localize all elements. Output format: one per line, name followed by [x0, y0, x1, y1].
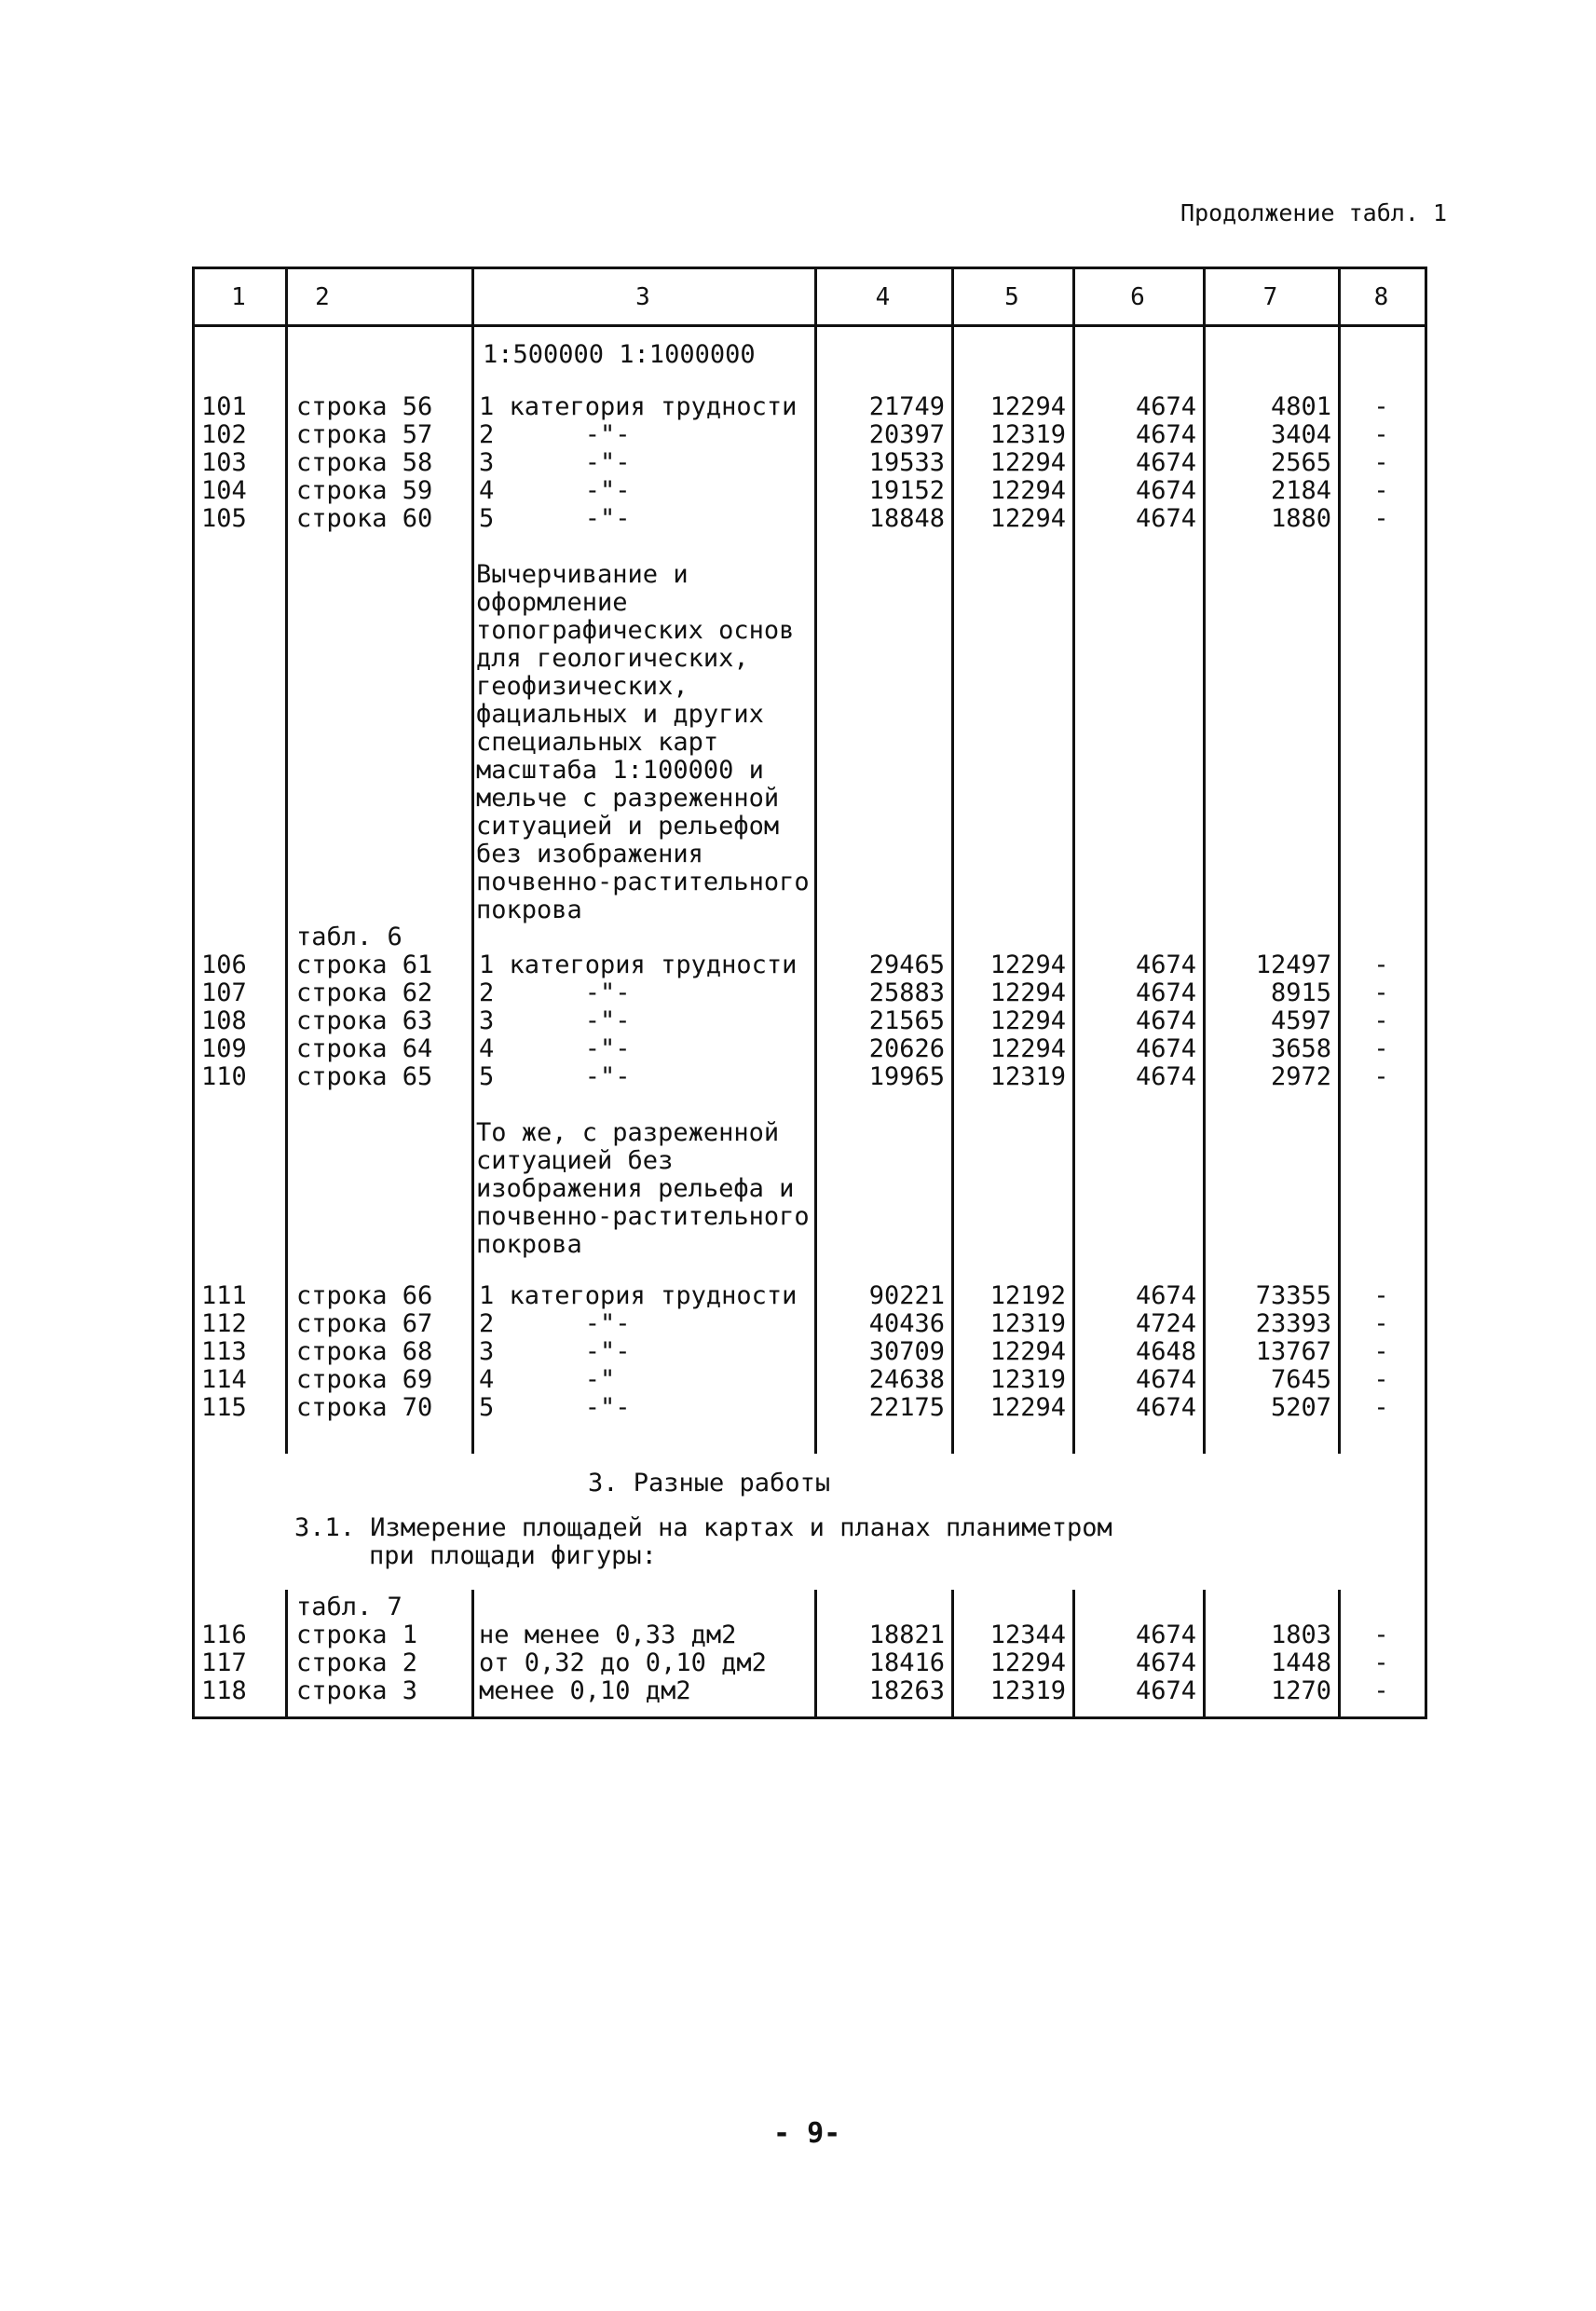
- row-col5: 12294: [989, 448, 1066, 477]
- row-category: 5 -"-: [479, 504, 631, 533]
- row-category: 1 категория трудности: [479, 392, 798, 421]
- group-description: То же, с разреженной ситуацией без изображения рельефа и почвенно-растительного покрова: [476, 1118, 810, 1259]
- table-left-border: [192, 267, 195, 1719]
- row-reference: строка 64: [296, 1034, 433, 1063]
- row-number: 112: [201, 1309, 247, 1338]
- row-reference: строка 57: [296, 420, 433, 449]
- row-col4: 25883: [868, 978, 945, 1007]
- row-col7: 4597: [1270, 1006, 1331, 1035]
- row-category: 2 -"-: [479, 420, 631, 449]
- row-col8: -: [1373, 448, 1389, 477]
- row-col7: 2972: [1270, 1062, 1331, 1091]
- row-col5: 12294: [989, 1006, 1066, 1035]
- row-number: 107: [201, 978, 247, 1007]
- row-col6: 4674: [1135, 420, 1196, 449]
- row-reference: строка 65: [296, 1062, 433, 1091]
- row-reference: строка 3: [296, 1676, 418, 1705]
- row-col5: 12319: [989, 420, 1066, 449]
- row-col4: 30709: [868, 1337, 945, 1366]
- row-number: 117: [201, 1648, 247, 1677]
- row-col6: 4674: [1135, 1365, 1196, 1394]
- row-col8: -: [1373, 1393, 1389, 1422]
- row-number: 115: [201, 1393, 247, 1422]
- row-col7: 1448: [1270, 1648, 1331, 1677]
- row-number: 105: [201, 504, 247, 533]
- row-col7: 4801: [1270, 392, 1331, 421]
- row-number: 114: [201, 1365, 247, 1394]
- row-number: 101: [201, 392, 247, 421]
- row-col7: 5207: [1270, 1393, 1331, 1422]
- column-header: 1: [231, 283, 246, 311]
- row-col8: -: [1373, 1006, 1389, 1035]
- row-col4: 19965: [868, 1062, 945, 1091]
- row-reference: строка 67: [296, 1309, 433, 1338]
- row-col6: 4674: [1135, 1034, 1196, 1063]
- row-col5: 12294: [989, 1393, 1066, 1422]
- row-col8: -: [1373, 978, 1389, 1007]
- table-reference: табл. 7: [296, 1593, 402, 1621]
- column-header: 5: [1004, 283, 1019, 311]
- header-bottom-rule: [192, 324, 1427, 327]
- row-col7: 3658: [1270, 1034, 1331, 1063]
- column-header: 4: [875, 283, 891, 311]
- row-category: 3 -"-: [479, 448, 631, 477]
- row-col7: 1880: [1270, 504, 1331, 533]
- data-table: [192, 267, 1427, 1720]
- page-header: Продолжение табл. 1: [1180, 199, 1447, 226]
- row-reference: строка 60: [296, 504, 433, 533]
- row-number: 104: [201, 476, 247, 505]
- row-col6: 4674: [1135, 392, 1196, 421]
- row-col8: -: [1373, 504, 1389, 533]
- row-reference: строка 59: [296, 476, 433, 505]
- row-col6: 4674: [1135, 476, 1196, 505]
- row-col4: 18848: [868, 504, 945, 533]
- row-col8: -: [1373, 1337, 1389, 1366]
- row-col8: -: [1373, 950, 1389, 979]
- row-reference: строка 58: [296, 448, 433, 477]
- row-reference: строка 62: [296, 978, 433, 1007]
- row-col7: 73355: [1255, 1281, 1331, 1310]
- row-col7: 3404: [1270, 420, 1331, 449]
- column-header: 6: [1130, 283, 1145, 311]
- row-col7: 7645: [1270, 1365, 1331, 1394]
- row-col5: 12294: [989, 504, 1066, 533]
- row-col5: 12294: [989, 1034, 1066, 1063]
- row-col4: 19152: [868, 476, 945, 505]
- row-col8: -: [1373, 1676, 1389, 1705]
- row-col7: 23393: [1255, 1309, 1331, 1338]
- row-col5: 12344: [989, 1620, 1066, 1649]
- row-reference: строка 68: [296, 1337, 433, 1366]
- row-col6: 4648: [1135, 1337, 1196, 1366]
- row-col5: 12294: [989, 392, 1066, 421]
- row-col4: 24638: [868, 1365, 945, 1394]
- column-header: 2: [315, 283, 330, 311]
- row-col6: 4674: [1135, 1620, 1196, 1649]
- page-number: - 9-: [773, 2117, 841, 2150]
- row-col6: 4724: [1135, 1309, 1196, 1338]
- row-col4: 18263: [868, 1676, 945, 1705]
- table-top-rule: [192, 267, 1427, 269]
- row-col5: 12294: [989, 1337, 1066, 1366]
- row-category: менее 0,10 дм2: [479, 1676, 691, 1705]
- row-col7: 1803: [1270, 1620, 1331, 1649]
- section-title: 3. Разные работы: [588, 1469, 831, 1497]
- row-number: 103: [201, 448, 247, 477]
- row-category: 1 категория трудности: [479, 950, 798, 979]
- column-divider: [471, 267, 474, 1454]
- row-col4: 18416: [868, 1648, 945, 1677]
- column-divider: [285, 267, 288, 1454]
- row-number: 118: [201, 1676, 247, 1705]
- scale-label: 1:500000 1:1000000: [483, 340, 756, 369]
- column-header: 7: [1262, 283, 1278, 311]
- row-category: 3 -"-: [479, 1337, 631, 1366]
- row-number: 109: [201, 1034, 247, 1063]
- row-reference: строка 56: [296, 392, 433, 421]
- row-reference: строка 66: [296, 1281, 433, 1310]
- row-number: 106: [201, 950, 247, 979]
- row-col5: 12319: [989, 1309, 1066, 1338]
- row-col5: 12319: [989, 1676, 1066, 1705]
- row-col7: 2184: [1270, 476, 1331, 505]
- section-subtitle: при площади фигуры:: [369, 1541, 657, 1570]
- row-col4: 22175: [868, 1393, 945, 1422]
- row-col7: 2565: [1270, 448, 1331, 477]
- row-category: 5 -"-: [479, 1393, 631, 1422]
- row-reference: строка 63: [296, 1006, 433, 1035]
- row-col4: 18821: [868, 1620, 945, 1649]
- table-bottom-rule: [192, 1716, 1427, 1719]
- row-col7: 1270: [1270, 1676, 1331, 1705]
- row-category: 1 категория трудности: [479, 1281, 798, 1310]
- row-col8: -: [1373, 420, 1389, 449]
- row-col6: 4674: [1135, 1281, 1196, 1310]
- row-category: 4 -": [479, 1365, 616, 1394]
- group-description: Вычерчивание и оформление топографических основ для геологических, геофизических, фациальных и других специальных карт масштаба 1:100000 и мельче с разреженной ситуацией и рельефом без изображения почвенно-растительного покрова: [476, 560, 810, 924]
- row-col4: 40436: [868, 1309, 945, 1338]
- row-col8: -: [1373, 1281, 1389, 1310]
- row-col8: -: [1373, 392, 1389, 421]
- table-right-border: [1425, 267, 1427, 1719]
- row-col8: -: [1373, 1309, 1389, 1338]
- row-col4: 21565: [868, 1006, 945, 1035]
- row-col8: -: [1373, 1034, 1389, 1063]
- row-col6: 4674: [1135, 1006, 1196, 1035]
- row-col8: -: [1373, 1365, 1389, 1394]
- row-col6: 4674: [1135, 448, 1196, 477]
- section-subtitle: 3.1. Измерение площадей на картах и планах планиметром: [294, 1513, 1112, 1542]
- row-number: 108: [201, 1006, 247, 1035]
- row-col6: 4674: [1135, 950, 1196, 979]
- row-col5: 12319: [989, 1365, 1066, 1394]
- row-number: 113: [201, 1337, 247, 1366]
- row-category: 4 -"-: [479, 476, 631, 505]
- row-reference: строка 70: [296, 1393, 433, 1422]
- row-col6: 4674: [1135, 1062, 1196, 1091]
- row-reference: строка 2: [296, 1648, 418, 1677]
- row-col6: 4674: [1135, 1393, 1196, 1422]
- row-col8: -: [1373, 476, 1389, 505]
- row-col5: 12294: [989, 950, 1066, 979]
- row-col7: 12497: [1255, 950, 1331, 979]
- column-divider: [471, 1590, 474, 1719]
- row-number: 116: [201, 1620, 247, 1649]
- row-col8: -: [1373, 1620, 1389, 1649]
- row-category: 5 -"-: [479, 1062, 631, 1091]
- row-col6: 4674: [1135, 504, 1196, 533]
- row-category: 2 -"-: [479, 1309, 631, 1338]
- row-col6: 4674: [1135, 1676, 1196, 1705]
- row-col4: 21749: [868, 392, 945, 421]
- row-category: 2 -"-: [479, 978, 631, 1007]
- row-col4: 20626: [868, 1034, 945, 1063]
- row-category: 4 -"-: [479, 1034, 631, 1063]
- row-col7: 13767: [1255, 1337, 1331, 1366]
- row-number: 110: [201, 1062, 247, 1091]
- row-col6: 4674: [1135, 1648, 1196, 1677]
- row-category: 3 -"-: [479, 1006, 631, 1035]
- column-header: 8: [1373, 283, 1389, 311]
- row-col5: 12192: [989, 1281, 1066, 1310]
- column-divider: [285, 1590, 288, 1719]
- row-col6: 4674: [1135, 978, 1196, 1007]
- row-col8: -: [1373, 1648, 1389, 1677]
- row-col4: 90221: [868, 1281, 945, 1310]
- row-number: 111: [201, 1281, 247, 1310]
- table-reference: табл. 6: [296, 923, 402, 951]
- row-col5: 12294: [989, 978, 1066, 1007]
- row-number: 102: [201, 420, 247, 449]
- row-reference: строка 61: [296, 950, 433, 979]
- row-col4: 19533: [868, 448, 945, 477]
- row-col4: 29465: [868, 950, 945, 979]
- row-category: не менее 0,33 дм2: [479, 1620, 737, 1649]
- row-col5: 12319: [989, 1062, 1066, 1091]
- row-reference: строка 69: [296, 1365, 433, 1394]
- row-reference: строка 1: [296, 1620, 418, 1649]
- column-header: 3: [635, 283, 650, 311]
- row-col4: 20397: [868, 420, 945, 449]
- row-col5: 12294: [989, 1648, 1066, 1677]
- row-category: от 0,32 до 0,10 дм2: [479, 1648, 767, 1677]
- row-col8: -: [1373, 1062, 1389, 1091]
- row-col7: 8915: [1270, 978, 1331, 1007]
- row-col5: 12294: [989, 476, 1066, 505]
